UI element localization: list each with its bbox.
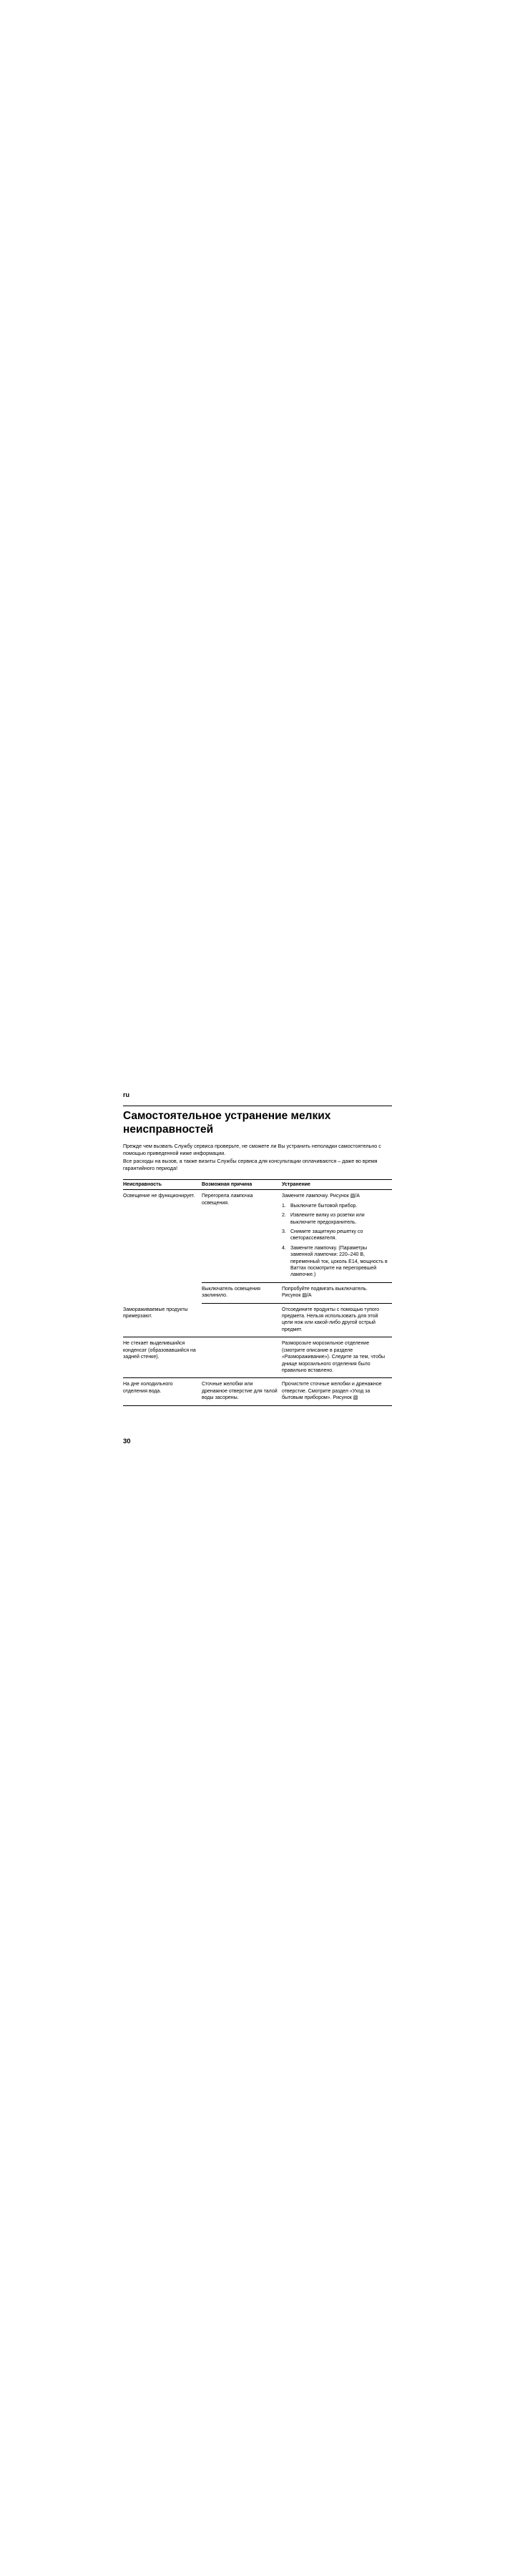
- document-section: [123, 1106, 392, 1406]
- header-fix: Устранение: [282, 1180, 392, 1190]
- fault-cell: Не стекает выделившийся конденсат (образовавшийся на задней стенке).: [123, 1337, 202, 1378]
- step-text: Замените лампочку. (Параметры заменной лампочки: 220–240 В, переменный ток, цоколь E14, мощность в Ваттах посмотрите на перегоревшей лампочке.): [290, 1245, 388, 1278]
- fix-intro: Замените лампочку. Рисунок ▧/А: [282, 1194, 360, 1199]
- troubleshooting-table: [123, 1179, 392, 1405]
- table-row: [123, 1378, 392, 1405]
- list-item: [282, 1212, 388, 1226]
- step-number: 3.: [282, 1229, 286, 1234]
- cause-cell: Выключатель освещения заклинило.: [202, 1282, 282, 1303]
- step-number: 1.: [282, 1203, 286, 1209]
- fix-cell: Разморозьте морозильное отделение (смотрите описание в разделе «Размораживание»). Следите за тем, чтобы днище морозильного отделения было правильно вставлено.: [282, 1337, 392, 1378]
- header-fault: Неисправность: [123, 1180, 202, 1190]
- table-row: [123, 1190, 392, 1282]
- list-item: [282, 1203, 388, 1209]
- list-item: [282, 1245, 388, 1279]
- step-number: 4.: [282, 1245, 286, 1251]
- step-text: Извлеките вилку из розетки или выключите предохранитель.: [290, 1213, 365, 1225]
- cause-cell: [202, 1337, 282, 1378]
- table-header-row: [123, 1180, 392, 1190]
- intro-paragraph-1: Прежде чем вызвать Службу сервиса проверьте, не сможете ли Вы устранить неполадки самостоятельно с помощью приведенной ниже информации.: [123, 1143, 381, 1156]
- intro-paragraph-2: Все расходы на вызов, а также визиты Службы сервиса для консультации оплачиваются – даже во время гарантийного периода!: [123, 1158, 378, 1171]
- cause-cell: Перегорела лампочка освещения.: [202, 1190, 282, 1282]
- fix-cell: Прочистите сточные желобки и дренажное отверстие. Смотрите раздел «Уход за бытовым прибором». Рисунок ▧: [282, 1378, 392, 1405]
- table-row: [123, 1337, 392, 1378]
- cause-cell: [202, 1303, 282, 1337]
- fault-cell: Замораживаемые продукты примерзают.: [123, 1303, 202, 1337]
- cause-cell: Сточные желобки или дренажное отверстие для талой воды засорены.: [202, 1378, 282, 1405]
- fix-cell: [282, 1190, 392, 1282]
- fault-cell: Освещение не функционирует.: [123, 1190, 202, 1303]
- list-item: [282, 1229, 388, 1242]
- step-text: Выключите бытовой прибор.: [290, 1203, 358, 1209]
- step-number: 2.: [282, 1213, 286, 1219]
- page-title: Самостоятельное устранение мелких неисправностей: [123, 1106, 392, 1136]
- page-number: 30: [123, 1438, 131, 1445]
- fix-cell: Попробуйте подвигать выключатель. Рисунок ▧/А: [282, 1282, 392, 1303]
- fault-cell: На дне холодильного отделения вода.: [123, 1378, 202, 1405]
- table-row: [123, 1303, 392, 1337]
- fix-cell: Отсоедините продукты с помощью тупого предмета. Нельзя использовать для этой цели нож или какой-либо другой острый предмет.: [282, 1303, 392, 1337]
- header-cause: Возможная причина: [202, 1180, 282, 1190]
- language-code: ru: [123, 1091, 129, 1098]
- step-text: Снимите защитную решетку со светорассеивателя.: [290, 1229, 363, 1241]
- steps-list: [282, 1203, 388, 1279]
